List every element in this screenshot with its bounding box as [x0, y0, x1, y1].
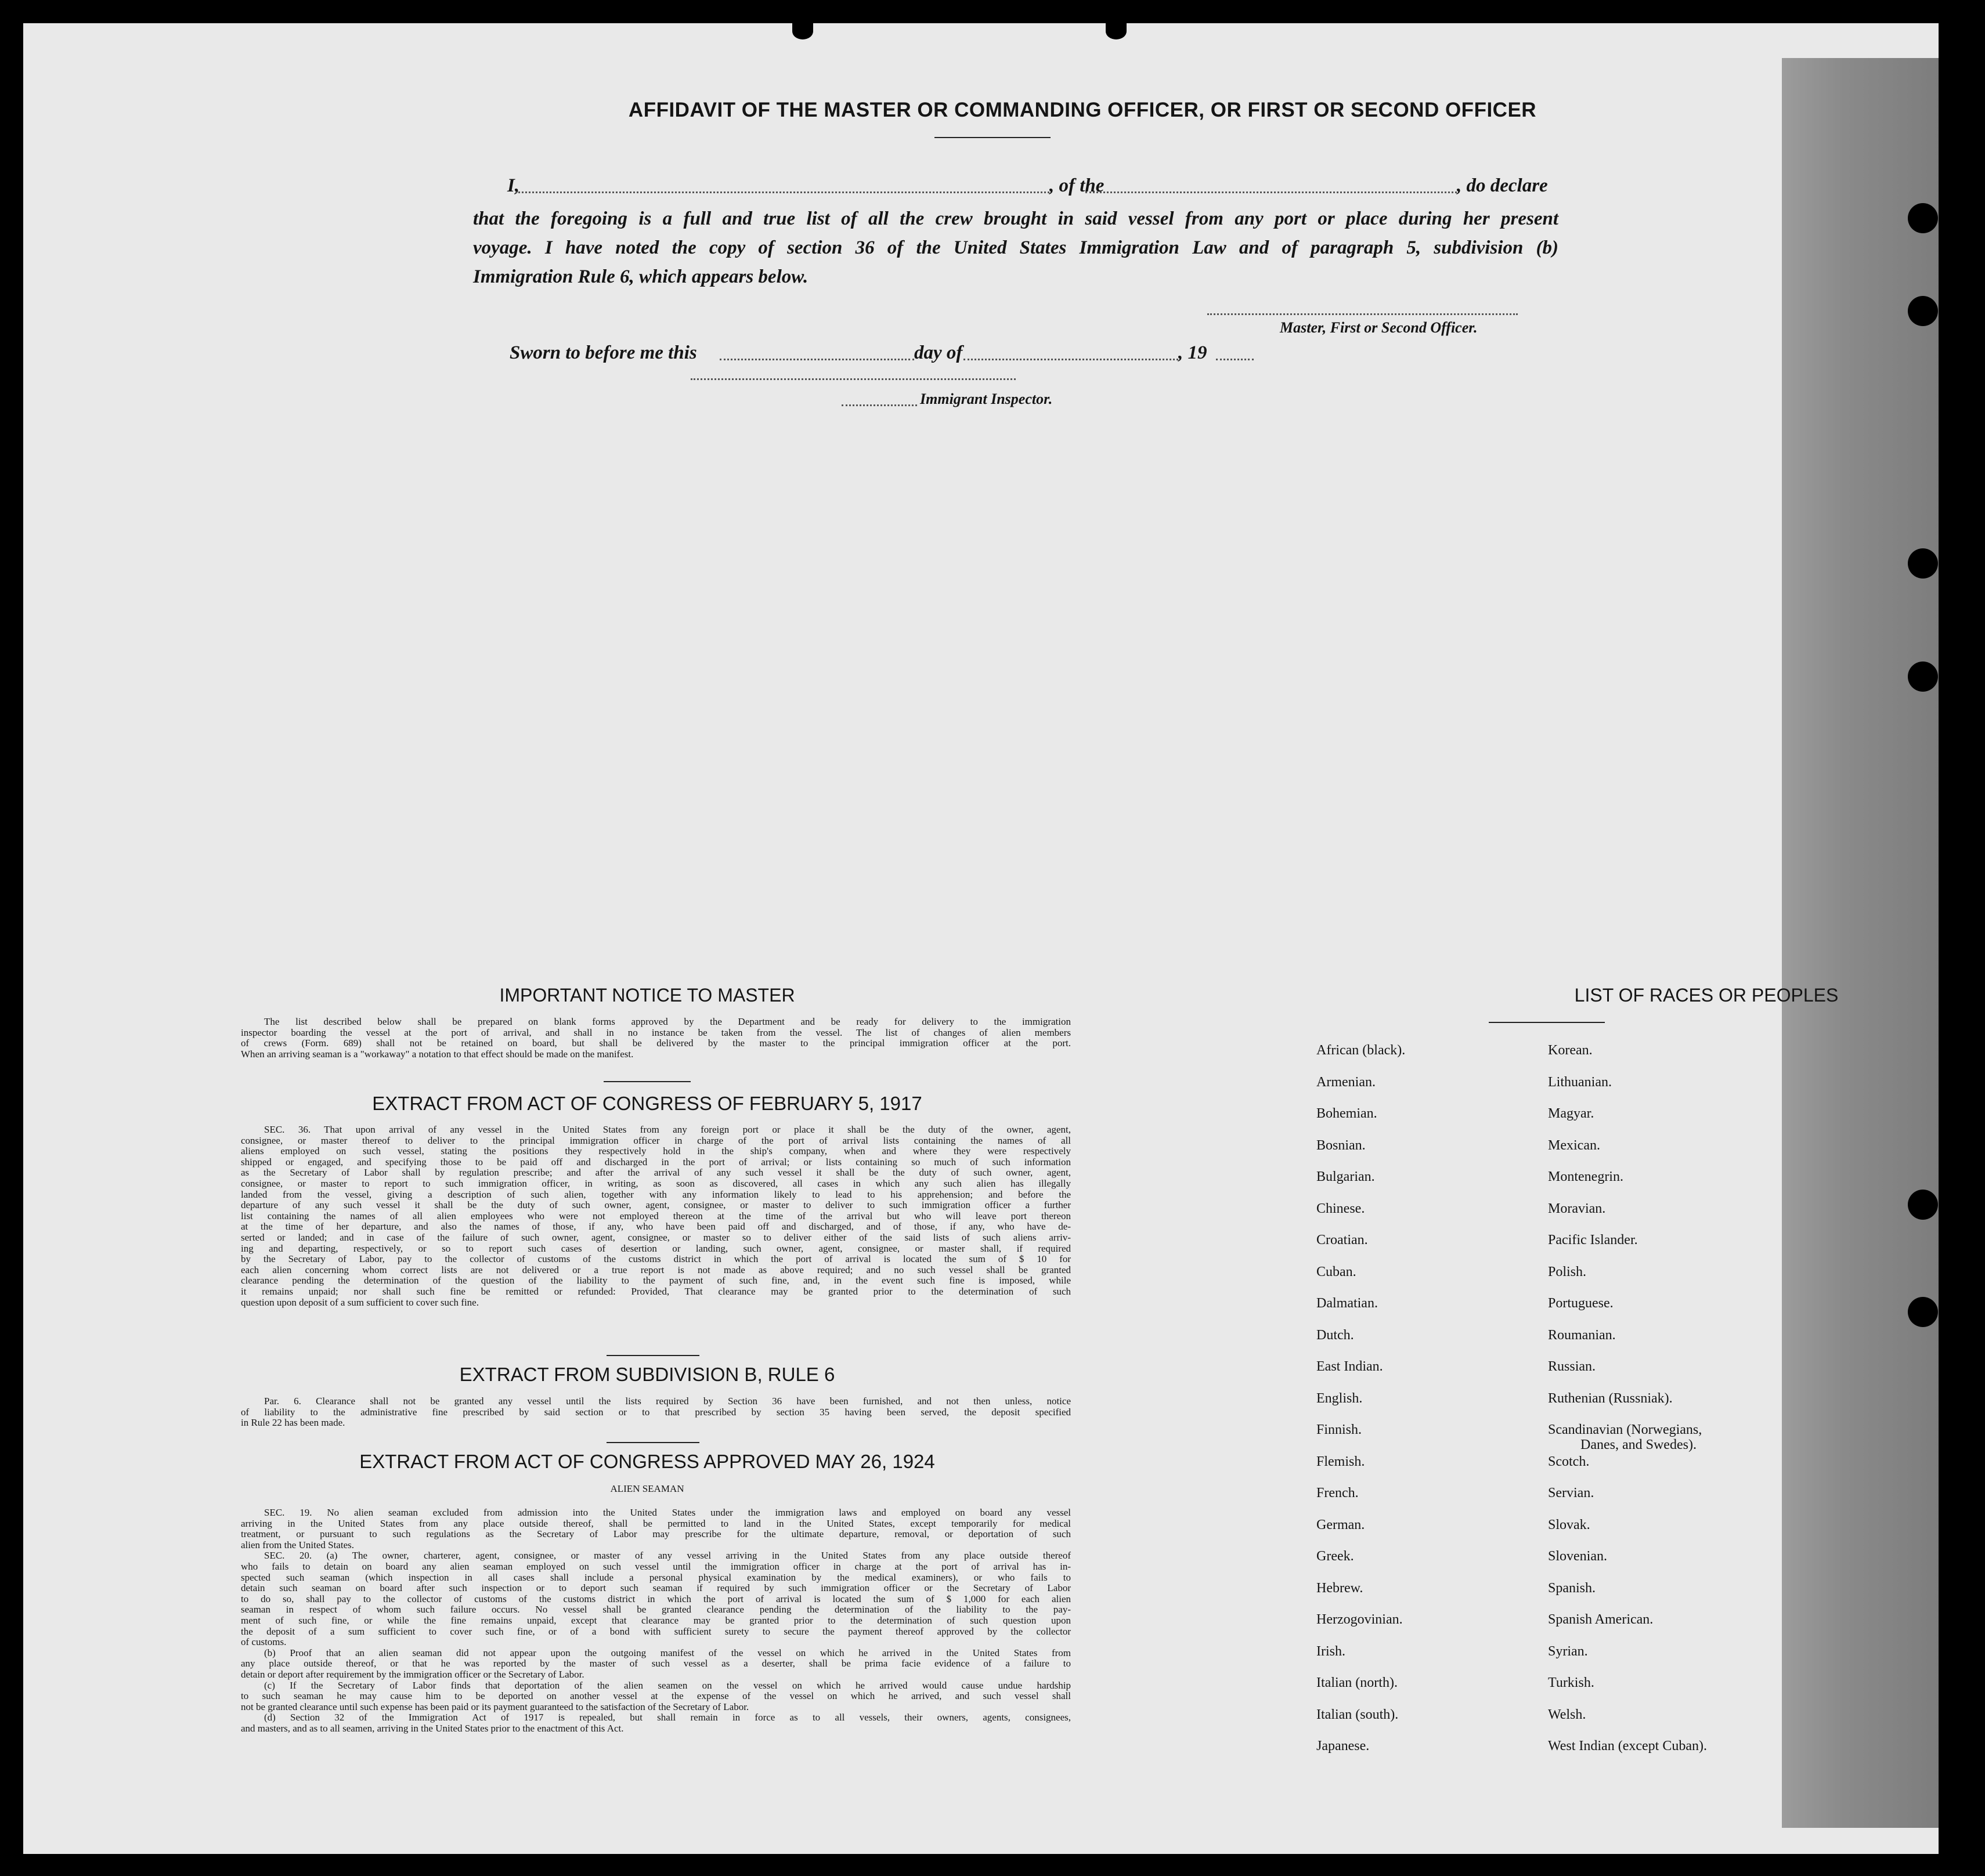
text-line: consignee, or master to report to such immigration officer, in writing, as soon as discovered, all cases in which any such alien has illegally	[241, 1179, 1071, 1189]
affidavit-do-declare: , do declare	[1457, 175, 1548, 196]
tear-mark	[792, 23, 813, 39]
alien-seaman-subheading: ALIEN SEAMAN	[610, 1483, 684, 1494]
extract-rule6-heading: EXTRACT FROM SUBDIVISION B, RULE 6	[459, 1364, 835, 1385]
race-item: Turkish.	[1548, 1675, 1594, 1690]
text-line: not be granted clearance until such expense has been paid or its payment guaranteed to the satisfaction of the Secretary of Labor.	[241, 1701, 749, 1712]
text-line: and masters, and as to all seamen, arriving in the United States prior to the enactment of this Act.	[241, 1723, 624, 1734]
races-heading: LIST OF RACES OR PEOPLES	[1574, 985, 1839, 1006]
text-line: (c) If the Secretary of Labor finds that deportation of the alien seamen on the vessel on which he arrived would cause undue hardship	[264, 1680, 1071, 1691]
text-line: at the time of her departure, and also the names of those, if any, who have been paid off and discharged, and of those, if any, who have de-	[241, 1221, 1071, 1232]
text-line: detain such seaman on board after such inspection or to deport such seaman if required by such immigration officer or the Secretary of Labor	[241, 1583, 1071, 1594]
text-line: arriving in the United States from any place outside thereof, shall be permitted to land in the United States, except temporarily for medical	[241, 1518, 1071, 1529]
race-item: Lithuanian.	[1548, 1074, 1612, 1090]
section-rule	[607, 1355, 699, 1356]
races-rule	[1489, 1022, 1605, 1023]
text-line: of customs.	[241, 1637, 287, 1648]
punch-hole	[1908, 203, 1938, 233]
inspector-label: Immigrant Inspector.	[920, 391, 1053, 407]
affidavit-line: that the foregoing is a full and true list of all the crew brought in said vessel from any port or place during her present	[473, 208, 1558, 229]
race-item: Korean.	[1548, 1043, 1593, 1058]
race-item: Japanese.	[1316, 1738, 1370, 1754]
text-line: as the Secretary of Labor shall by regulation prescribe; and after the arrival of any such vessel it shall be the duty of such owner, agent,	[241, 1167, 1071, 1179]
race-item: Magyar.	[1548, 1106, 1594, 1121]
punch-hole	[1908, 296, 1938, 326]
text-line: treatment, or pursuant to such regulations as the Secretary of Labor may prescribe for the ultimate departure, removal, or deportation of such	[241, 1529, 1071, 1540]
race-item: Italian (south).	[1316, 1707, 1399, 1722]
text-line: SEC. 19. No alien seaman excluded from admission into the United States under the immigration laws and employed on board any vessel	[264, 1508, 1071, 1518]
race-item: Pacific Islander.	[1548, 1232, 1638, 1248]
text-line: list containing the names of all alien employees who were not employed thereon at the time of the arrival but who will leave port thereon	[241, 1210, 1071, 1221]
race-item: Flemish.	[1316, 1454, 1365, 1469]
text-line: serted or landed; and in case of the failure of such owner, agent, consignee, or master so to deliver either of the said lists of such aliens arriv-	[241, 1232, 1071, 1243]
affidavit-line: voyage. I have noted the copy of section 36 of the United States Immigration Law and of paragraph 5, subdivision (b)	[473, 237, 1558, 258]
text-line: aliens employed on such vessel, stating the positions they respectively hold in the ship's company, when and where they were respectively	[241, 1146, 1071, 1157]
race-item: Slovenian.	[1548, 1549, 1607, 1564]
race-item: Welsh.	[1548, 1707, 1586, 1722]
text-line: clearance pending the determination of the question of the liability to the payment of such fine, and, in the event such fine is imposed, while	[241, 1275, 1071, 1286]
race-item: Roumanian.	[1548, 1327, 1616, 1343]
race-item: East Indian.	[1316, 1359, 1383, 1374]
race-item: Slovak.	[1548, 1517, 1590, 1532]
section-rule	[607, 1442, 699, 1443]
notice-heading: IMPORTANT NOTICE TO MASTER	[499, 985, 795, 1006]
punch-hole	[1908, 1297, 1938, 1327]
tear-mark	[1106, 23, 1127, 39]
race-item: Irish.	[1316, 1643, 1345, 1659]
text-line: question upon deposit of a sum sufficient to cover such fine.	[241, 1297, 479, 1308]
section-rule	[604, 1081, 691, 1082]
text-line: of liability to the administrative fine prescribed by said section or to that prescribed by section 35 having been served, the deposit specified	[241, 1407, 1071, 1418]
race-item: Croatian.	[1316, 1232, 1368, 1248]
race-item: Bosnian.	[1316, 1137, 1366, 1153]
race-item: German.	[1316, 1517, 1365, 1532]
race-item: Greek.	[1316, 1549, 1354, 1564]
text-line: SEC. 20. (a) The owner, charterer, agent, consignee, or master of any vessel arriving in the United States from any place outside thereof	[264, 1550, 1071, 1561]
title-rule	[934, 137, 1051, 138]
race-item: Servian.	[1548, 1485, 1594, 1501]
race-item: Italian (north).	[1316, 1675, 1398, 1690]
race-item: Armenian.	[1316, 1074, 1376, 1090]
race-item: Bulgarian.	[1316, 1169, 1375, 1184]
text-line: any place outside thereof, or that he was reported by the master of such vessel as a deserter, shall be prima facie evidence of a failure to	[241, 1658, 1071, 1669]
race-item: West Indian (except Cuban).	[1548, 1738, 1707, 1754]
affidavit-line: Immigration Rule 6, which appears below.	[473, 266, 809, 287]
race-item: Scotch.	[1548, 1454, 1590, 1469]
race-item: Dalmatian.	[1316, 1296, 1378, 1311]
race-item: English.	[1316, 1390, 1363, 1406]
race-item: Mexican.	[1548, 1137, 1600, 1153]
race-item: French.	[1316, 1485, 1359, 1501]
race-item: Ruthenian (Russniak).	[1548, 1390, 1673, 1406]
affidavit-title: AFFIDAVIT OF THE MASTER OR COMMANDING OFFICER, OR FIRST OR SECOND OFFICER	[628, 99, 1537, 121]
text-line: consignee, or master thereof to deliver to the principal immigration officer in charge of the port of arrival lists containing the names of all	[241, 1135, 1071, 1146]
extract-1917-heading: EXTRACT FROM ACT OF CONGRESS OF FEBRUARY 5, 1917	[372, 1093, 922, 1114]
sworn-day-of: day of	[914, 342, 963, 363]
race-item: Finnish.	[1316, 1422, 1362, 1437]
race-item: Portuguese.	[1548, 1296, 1614, 1311]
race-item: Montenegrin.	[1548, 1169, 1623, 1184]
text-line: shipped or engaged, and specifying those to be paid off and discharged in the port of arrival; or lists containing so much of such information	[241, 1156, 1071, 1167]
master-signature-label: Master, First or Second Officer.	[1280, 319, 1478, 336]
race-item: Moravian.	[1548, 1201, 1606, 1216]
race-item: Hebrew.	[1316, 1580, 1363, 1596]
race-item: Cuban.	[1316, 1264, 1356, 1279]
sworn-label: Sworn to before me this	[510, 342, 697, 363]
text-line: in Rule 22 has been made.	[241, 1418, 345, 1429]
vessel-blank[interactable]	[1085, 191, 1457, 193]
text-line: detain or deport after requirement by the immigration officer or the Secretary of Labor.	[241, 1669, 584, 1680]
text-line: SEC. 36. That upon arrival of any vessel in the United States from any foreign port or place it shall be the duty of the owner, agent,	[264, 1125, 1071, 1135]
punch-hole	[1908, 662, 1938, 692]
text-line: to do so, shall pay to the collector of customs of the customs district in which the port of arrival is located the sum of $ 1,000 for each alien	[241, 1593, 1071, 1604]
text-line: by the Secretary of Labor, pay to the collector of customs of the customs district in which the port of arrival is located the sum of $ 10 for	[241, 1254, 1071, 1265]
text-line: ing and departing, respectively, or so to report such cases of desertion or landing, such owner, agent, consignee, or master shall, if required	[241, 1243, 1071, 1254]
text-line: seaman in respect of whom such failure occurs. No vessel shall be granted clearance pending the determination of the liability to the pay-	[241, 1604, 1071, 1615]
text-line: ment of such fine, or while the fine remains unpaid, except that clearance may be granted prior to the determination of such question upon	[241, 1615, 1071, 1626]
month-blank[interactable]	[963, 359, 1178, 360]
text-line: When an arriving seaman is a "workaway" a notation to that effect should be made on the manifest.	[241, 1049, 634, 1060]
race-item: Chinese.	[1316, 1201, 1365, 1216]
extract-1924-heading: EXTRACT FROM ACT OF CONGRESS APPROVED MAY 26, 1924	[359, 1451, 935, 1472]
text-line: Par. 6. Clearance shall not be granted any vessel until the lists required by Section 36 have been furnished, and not then unless, notice	[264, 1396, 1071, 1407]
race-item: African (black).	[1316, 1043, 1406, 1058]
text-line: each alien concerning whom correct lists are not delivered or a true report is not made as above required; and no such vessel shall be granted	[241, 1264, 1071, 1275]
inspector-leader	[842, 404, 917, 406]
day-blank[interactable]	[720, 359, 914, 360]
text-line: The list described below shall be prepared on blank forms approved by the Department and be ready for delivery to the immigration	[264, 1017, 1071, 1027]
text-line: inspector boarding the vessel at the port of arrival, and shall in no instance be taken from the vessel. The list of changes of alien members	[241, 1027, 1071, 1038]
name-blank[interactable]	[515, 191, 1049, 193]
race-item: Russian.	[1548, 1359, 1596, 1374]
punch-hole	[1908, 548, 1938, 579]
race-item-continuation: Danes, and Swedes).	[1580, 1437, 1697, 1452]
text-line: (d) Section 32 of the Immigration Act of 1917 is repealed, but shall remain in force as to all vessels, their owners, agents, consignees,	[264, 1712, 1071, 1723]
text-line: of crews (Form. 689) shall not be retained on board, but shall be delivered by the master to the principal immigration officer at the port.	[241, 1038, 1071, 1049]
race-item: Bohemian.	[1316, 1106, 1377, 1121]
text-line: landed from the vessel, giving a description of such alien, together with any information likely to lead to his apprehension; and before the	[241, 1189, 1071, 1200]
document-page	[23, 23, 1939, 1854]
affidavit-i: I,	[507, 175, 520, 196]
sworn-year: , 19	[1178, 342, 1207, 363]
race-item: Syrian.	[1548, 1643, 1588, 1659]
affidavit-of-the: , of the	[1049, 175, 1105, 196]
text-line: the deposit of a sum sufficient to cover such fine, or of a bond with sufficient surety to secure the payment thereof approved by the collector	[241, 1626, 1071, 1637]
race-item: Polish.	[1548, 1264, 1587, 1279]
text-line: who fails to detain on board any alien seaman employed on such vessel until the immigration officer in charge at the port of arrival has in-	[241, 1561, 1071, 1572]
inspector-signature-blank[interactable]	[691, 378, 1016, 380]
text-line: it remains unpaid; nor shall such fine be remitted or refunded: Provided, That clearance may be granted prior to the determination of such	[241, 1286, 1071, 1297]
master-signature-blank[interactable]	[1207, 313, 1518, 315]
text-line: departure of any such vessel it shall be the duty of such owner, agent, consignee, or master to deliver to such immigration officer a further	[241, 1200, 1071, 1211]
race-item: Spanish American.	[1548, 1612, 1654, 1627]
race-item: Herzogovinian.	[1316, 1612, 1403, 1627]
text-line: to such seaman he may cause him to be deported on another vessel at the expense of the vessel on which he arrived, and such vessel shall	[241, 1691, 1071, 1702]
punch-hole	[1908, 1190, 1938, 1220]
race-item: Scandinavian (Norwegians,	[1548, 1422, 1702, 1437]
text-line: (b) Proof that an alien seaman did not appear upon the outgoing manifest of the vessel on which he arrived in the United States from	[264, 1647, 1071, 1658]
text-line: spected such seaman (which inspection in all cases shall include a personal physical examination by the medical examiners), or who fails to	[241, 1572, 1071, 1583]
year-blank[interactable]	[1216, 359, 1254, 360]
text-line: alien from the United States.	[241, 1539, 354, 1550]
race-item: Dutch.	[1316, 1327, 1354, 1343]
race-item: Spanish.	[1548, 1580, 1596, 1596]
